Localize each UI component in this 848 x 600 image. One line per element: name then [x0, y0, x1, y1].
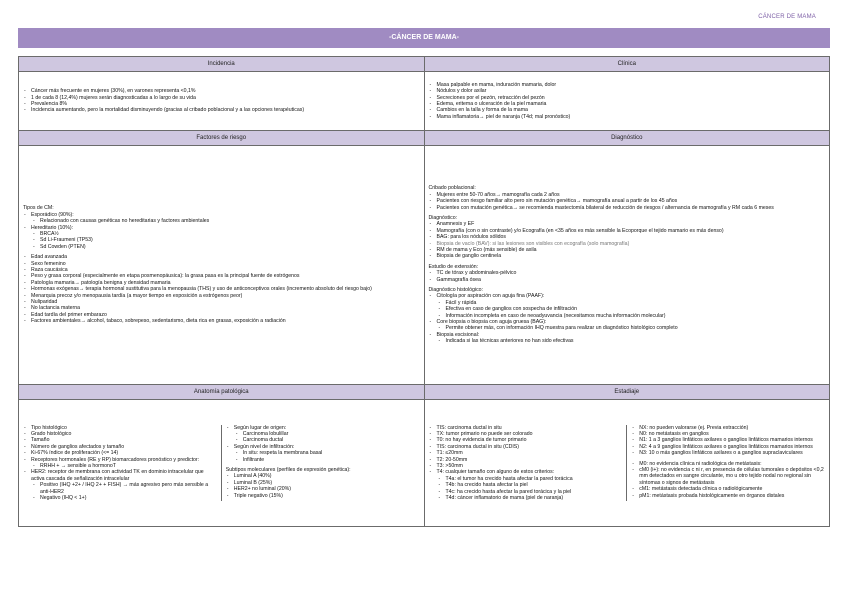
- list-item: - Tamaño: [31, 437, 217, 443]
- anatomia-left: [23, 425, 217, 502]
- list-item: - Gammagrafía ósea: [437, 277, 826, 283]
- histo-list: [429, 293, 826, 344]
- list-item: - N2: 4 a 9 ganglios linfáticos axilares o ganglios linfáticos mamarios internos: [639, 444, 825, 450]
- list-item: - Grado histológico: [31, 431, 217, 437]
- list-item: - Información incompleta en caso de neoadyuvancia (necesitamos mucha información molecular): [446, 313, 826, 319]
- list-item: - Cambios en la talla y forma de la mama: [437, 107, 826, 113]
- estadiaje-nm: [626, 425, 825, 502]
- list-item: - No lactancia materna: [31, 305, 420, 311]
- list-item: - TIS: carcinoma ductal in situ: [437, 425, 623, 431]
- list-item: - Efectiva en caso de ganglios con sospecha de infiltración: [446, 306, 826, 312]
- list-item: - pM1: metástasis probada histológicamente en órganos distales: [639, 493, 825, 499]
- list-item: - Mujeres entre 50-70 años→ mamografía cada 2 años: [437, 192, 826, 198]
- list-item: - Tipo histológico: [31, 425, 217, 431]
- infiltracion-label: Según nivel de infiltración:: [233, 443, 295, 450]
- list-item: - Nuliparidad: [31, 299, 420, 305]
- list-item: [234, 444, 420, 463]
- list-item: - Relacionado con causas genéticas no hereditarias y factores ambientales: [40, 218, 420, 224]
- list-item: - TX: tumor primario no puede ser colorado: [437, 431, 623, 437]
- diag-title: Diagnóstico:: [428, 214, 458, 221]
- list-item: - Prevalencia 8%: [31, 101, 420, 107]
- clinica-cell: [424, 72, 830, 131]
- estadiaje-t: [429, 425, 623, 502]
- n-list: [631, 425, 825, 457]
- list-item: - N0: no metástasis en ganglios: [639, 431, 825, 437]
- list-item: - Negativo (IHQ < 1+): [40, 495, 217, 501]
- cribado-title: Cribado poblacional:: [428, 185, 476, 192]
- list-item: - BRCA½: [40, 231, 420, 237]
- list-item: - Permite obtener más, con información IHQ muestra para realizar un diagnóstico histológico completo: [446, 325, 826, 331]
- list-item: - Peso y grasa corporal (especialmente en etapa posmenopáusica): la grasa pasa es la principal fuente de estrógenos: [31, 273, 420, 279]
- factores-header: Factores de riesgo: [19, 131, 425, 146]
- list-item: - Indicada si las técnicas anteriores no han sido efectivas: [446, 338, 826, 344]
- list-item: - Factores ambientales→ alcohol, tabaco, sobrepeso, sedentarismo, dieta rica en grasas, exposición a radiación: [31, 318, 420, 324]
- list-item: - HER2+ no luminal (20%): [234, 486, 420, 492]
- histo-title: Diagnóstico histológico:: [428, 287, 483, 294]
- list-item: - Menarquia precoz y/o menopausia tardía (a mayor tiempo en exposición a estrógenos peor): [31, 293, 420, 299]
- list-item: - T4d: cáncer inflamatorio de mama (piel de naranja): [446, 495, 623, 501]
- anatomia-header: Anatomía patológica: [19, 385, 425, 400]
- list-item: - Secreciones por el pezón, retracción del pezón: [437, 95, 826, 101]
- list-item: - Infiltrante: [243, 457, 420, 463]
- list-item: - TC de tórax y abdominales-pélvico: [437, 270, 826, 276]
- content-grid: [18, 56, 830, 527]
- list-item: - M0: no evidencia clínica ni radiológica de metástasis:: [639, 461, 825, 467]
- list-item: - Fácil y rápida: [446, 300, 826, 306]
- list-item: - Pacientes con riesgo familiar alto pero sin mutación genética→ mamografía anual a partir de los 45 años: [437, 198, 826, 204]
- list-item: - Sexo femenino: [31, 261, 420, 267]
- list-item: [31, 469, 217, 501]
- diagnostico-cell: [424, 146, 830, 385]
- hereditario-label: Hereditario (10%):: [31, 224, 74, 231]
- factores-cell: [19, 146, 425, 385]
- list-item: - cM0 (i+): no evidencia c ni r, en presencia de células tumorales o depósitos <0,2 mm detectados en sangre circulante, mo u otro tejido nodal no regional sin síntomas o signos de metástasis: [639, 467, 825, 486]
- list-item: - BAG: para los nódulos sólidos: [437, 234, 826, 240]
- list-item: - Cáncer más frecuente en mujeres (30%), en varones representa <0,1%: [31, 88, 420, 94]
- estadiaje-cell: [424, 400, 830, 527]
- list-item: [31, 212, 420, 225]
- list-item: - Luminal A (40%): [234, 473, 420, 479]
- origen-label: Según lugar de origen:: [233, 424, 287, 431]
- extension-list: [429, 270, 826, 283]
- list-item: [437, 332, 826, 345]
- escisional-label: Biopsia escisional:: [436, 331, 480, 338]
- list-item: - T2: 20-50mm: [437, 457, 623, 463]
- list-item: - T1: ≤20mm: [437, 450, 623, 456]
- list-item: - Incidencia aumentando, pero la mortalidad disminuyendo (gracias al cribado poblacional y a las opciones terapéuticas): [31, 107, 420, 113]
- molecular-list: [226, 473, 420, 499]
- t-list: [429, 425, 623, 502]
- list-item: - Raza caucásica: [31, 267, 420, 273]
- list-item: - Luminal B (25%): [234, 480, 420, 486]
- m-list: [631, 461, 825, 499]
- paaf-label: Citología por aspiración con aguja fina (PAAF):: [436, 293, 545, 300]
- anatomia-cell: [19, 400, 425, 527]
- list-item: - N3: 10 o más ganglios linfáticos axilares o a ganglios supraclaviculares: [639, 450, 825, 456]
- origen-list: [226, 425, 420, 463]
- list-item: - Masa palpable en mama, induración mamaria, dolor: [437, 82, 826, 88]
- document-title-banner: -CÁNCER DE MAMA-: [18, 28, 830, 48]
- factores-risk-list: [23, 254, 420, 324]
- list-item: - Ki-67% índice de proliferación (<= 14): [31, 450, 217, 456]
- list-item: [31, 225, 420, 251]
- cribado-list: [429, 192, 826, 211]
- list-item: [437, 469, 623, 501]
- list-item: - T4c: ha crecido hasta afectar la pared torácica y la piel: [446, 489, 623, 495]
- document-corner-title: CÁNCER DE MAMA: [758, 14, 816, 20]
- list-item: - NX: no pueden valorarse (ej. Previa extracción): [639, 425, 825, 431]
- list-item: - 1 de cada 8 (12,4%) mujeres serán diagnosticadas a lo largo de su vida: [31, 95, 420, 101]
- list-item: - Biopsia de vacío (BAV): si las lesiones son visibles con ecografía (solo mamografía): [437, 241, 826, 247]
- list-item: - N1: 1 a 3 ganglios linfáticos axilares o ganglios linfáticos mamarios internos: [639, 437, 825, 443]
- list-item: - T4b: ha crecido hasta afectar la piel: [446, 482, 623, 488]
- list-item: [234, 425, 420, 444]
- t4-label: T4: cualquier tamaño con alguno de estos criterios:: [436, 469, 555, 476]
- list-item: - Edema, eritema o ulceración de la piel mamaria: [437, 101, 826, 107]
- extension-title: Estudio de extensión:: [428, 263, 479, 270]
- list-item: [31, 457, 217, 470]
- list-item: - Pacientes con mutación genética→ se recomienda mastectomía bilateral de reducción de riesgos / alternancia de mamografía y RM cada 6 meses: [437, 205, 826, 211]
- factores-intro: Tipos de CM:: [23, 205, 54, 212]
- list-item: - TIS: carcinoma ductal in situ (CDIS): [437, 444, 623, 450]
- list-item: - T0: no hay evidencia de tumor primario: [437, 437, 623, 443]
- list-item: - Número de ganglios afectados y tamaño: [31, 444, 217, 450]
- list-item: - T4a: el tumor ha crecido hasta afectar la pared torácica: [446, 476, 623, 482]
- diag-list: [429, 221, 826, 259]
- receptores-label: Receptores hormonales (RE y RP) biomarcadores pronóstico y predictor:: [31, 456, 200, 463]
- incidencia-list: [23, 88, 420, 114]
- list-item: - Mama inflamatoria→ piel de naranja (T4d; mal pronóstico): [437, 114, 826, 120]
- incidencia-cell: [19, 72, 425, 131]
- list-item: - Mamografía (con o sin contraste) y/o Ecografía (en <35 años es más sensible la Ecoporque el tejido mamario es más denso): [437, 228, 826, 234]
- estadiaje-header: Estadiaje: [424, 385, 830, 400]
- list-item: - Nódulos y dolor axilar: [437, 88, 826, 94]
- bag-label: Core biopsia o biopsia con aguja gruesa (BAG):: [436, 319, 547, 326]
- list-item: [437, 319, 826, 332]
- molecular-title: Subtipos moleculares (perfiles de expresión genética):: [225, 467, 351, 473]
- factores-list: [23, 212, 420, 250]
- list-item: - Carcinoma ductal: [243, 437, 420, 443]
- list-item: - Sd Li-Fraumeni (TP53): [40, 237, 420, 243]
- list-item: - In situ: respeta la membrana basal: [243, 450, 420, 456]
- list-item: - Hormonas exógenas→ terapia hormonal sustitutiva para la menopausia (THS) y uso de anticonceptivos orales (incremento absoluto del riesgo bajo): [31, 286, 420, 292]
- list-item: - cM1: metástasis detectada clínica o radiológicamente: [639, 486, 825, 492]
- list-item: - Edad tardía del primer embarazo: [31, 312, 420, 318]
- list-item: - Biopsia de ganglio centinela: [437, 253, 826, 259]
- diagnostico-header: Diagnóstico: [424, 131, 830, 146]
- list-item: [437, 293, 826, 319]
- clinica-header: Clínica: [424, 57, 830, 72]
- anatomia-list: [23, 425, 217, 502]
- list-item: - T3: >50mm: [437, 463, 623, 469]
- list-item: - Edad avanzada: [31, 254, 420, 260]
- anatomia-right: [221, 425, 420, 502]
- list-item: - RM de mama y Eco (más sensible) de axila: [437, 247, 826, 253]
- list-item: - Anamnesis y EF: [437, 221, 826, 227]
- list-item: - Patología mamaria→ patología benigna y densidad mamaria: [31, 280, 420, 286]
- her2-label: HER2: receptor de membrana con actividad TK en dominio intracelular que activa cascada de señalización intracelular: [31, 469, 204, 482]
- incidencia-header: Incidencia: [19, 57, 425, 72]
- list-item: - RRHH + → sensible a hormonoT: [40, 463, 217, 469]
- esporadico-label: Esporádico (90%):: [31, 211, 74, 218]
- list-item: - Sd Cowden (PTEN): [40, 244, 420, 250]
- list-item: - Triple negativo (15%): [234, 493, 420, 499]
- list-item: - Carcinoma lobulillar: [243, 431, 420, 437]
- list-item: - Positivo (IHQ +2+ / IHQ 2+ + FISH) → más agresivo pero más sensible a anti-HER2: [40, 482, 217, 495]
- clinica-list: [429, 82, 826, 120]
